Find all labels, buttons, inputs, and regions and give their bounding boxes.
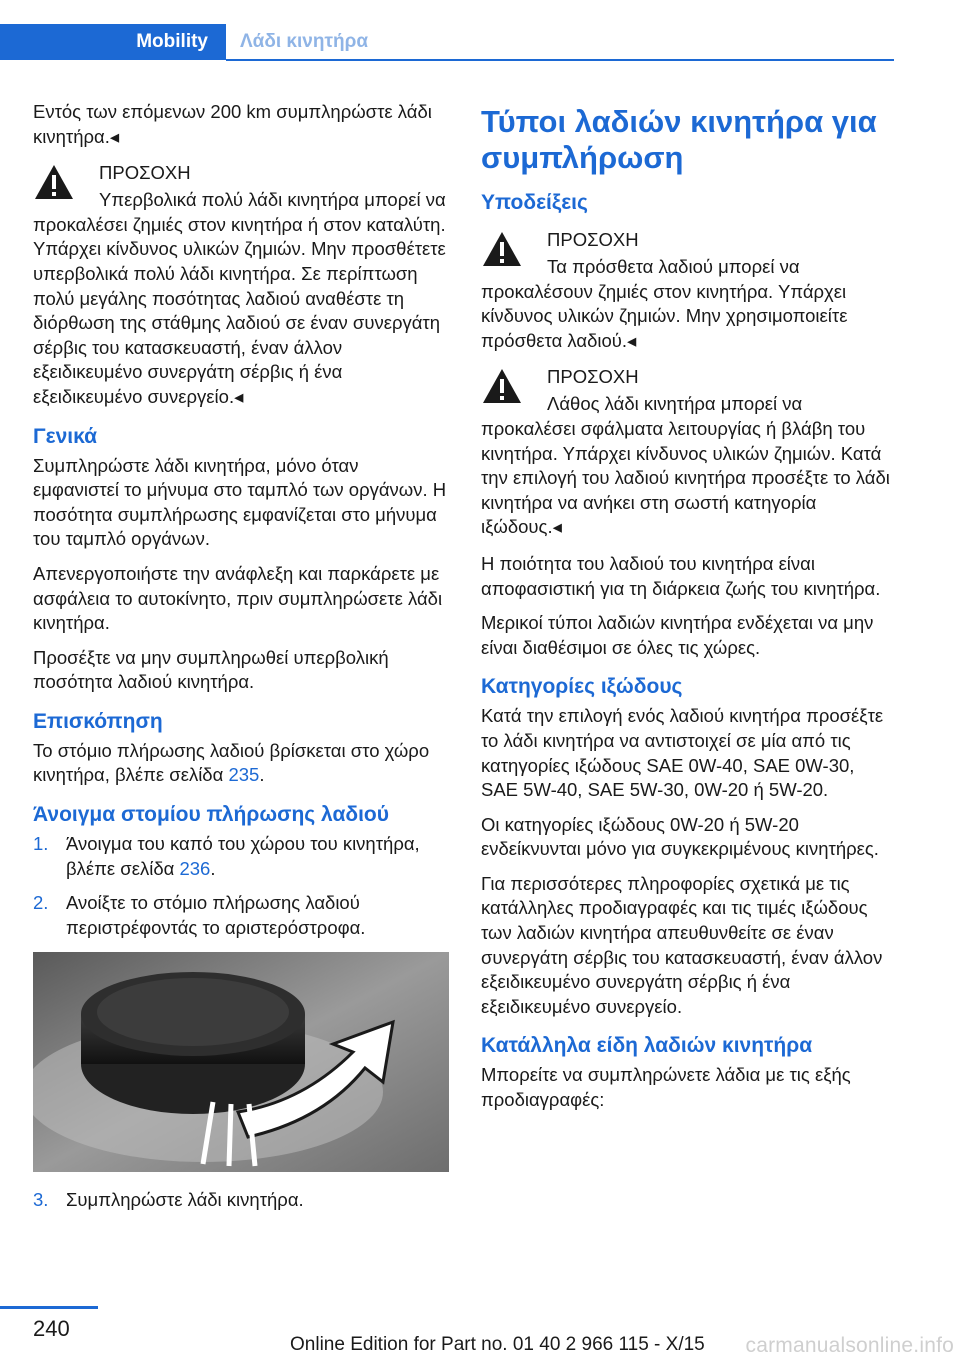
tab-section-engine-oil: Λάδι κινητήρα — [240, 31, 368, 52]
warning-title: ΠΡΟΣΟΧΗ — [547, 366, 639, 388]
warning-block-additives — [481, 228, 895, 353]
tab-mobility: Mobility — [0, 24, 226, 60]
step-text-body: Άνοιγμα του καπό του χώρου του κινητήρα, βλέπε σελίδα — [66, 833, 420, 879]
step-text: Ανοίξτε το στόμιο πλήρωσης λαδιού περιστρέφοντάς το αριστερόστροφα. — [66, 892, 366, 938]
intro-text: Εντός των επόμενων 200 km συμπληρώστε λάδι κινητήρα.◂ — [33, 101, 432, 147]
suitable-oils-heading: Κατάλληλα είδη λαδιών κινητήρα — [481, 1034, 813, 1058]
page-header — [0, 0, 960, 64]
quality-paragraph: Η ποιότητα του λαδιού του κινητήρα είναι αποφασιστική για τη διάρκεια ζωής του κινητήρα. — [481, 552, 881, 599]
availability-paragraph: Μερικοί τύποι λαδιών κινητήρα ενδέχεται να μην είναι διαθέσιμοι σε όλες τις χώρες. — [481, 612, 874, 658]
step-text: Συμπληρώστε λάδι κινητήρα. — [66, 1189, 304, 1211]
warning-block-overfill — [33, 161, 449, 409]
suitable-oils-paragraph: Μπορείτε να συμπληρώνετε λάδια με τις εξής προδιαγραφές: — [481, 1064, 851, 1111]
viscosity-paragraph-1: Κατά την επιλογή ενός λαδιού κινητήρα προσέξτε το λάδι κινητήρα να αντιστοιχεί σε μία από τις κατηγορίες ιξώδους SAE 0W-40, SAE 0W-30, SAE 5W-40, SAE 5W-30, 0W-20 ή 5W-20. — [481, 705, 884, 801]
warning-title: ΠΡΟΣΟΧΗ — [547, 229, 639, 250]
section-title: Τύποι λαδιών κινητήρα για συμπλήρωση — [481, 104, 877, 175]
steps-list-continued — [33, 1188, 449, 1213]
header-rule — [226, 59, 894, 61]
notes-heading: Υποδείξεις — [481, 191, 588, 214]
warning-text: Λάθος λάδι κινητήρα μπορεί να προκαλέσει σφάλματα λειτουργίας ή βλάβη του κινητήρα. Υπάρχει κίνδυνος υλικών ζημιών. Κατά την επιλογή του λαδιού κινητήρα προσέξτε το λάδι κινητήρα να ανήκει στη σωστή κατηγορία ιξώδους.◂ — [481, 393, 890, 538]
step-item — [33, 891, 449, 940]
page-link-236[interactable]: 236 — [179, 857, 211, 879]
left-column — [33, 100, 449, 1223]
overview-heading: Επισκόπηση — [33, 709, 163, 733]
footer-rule — [0, 1306, 98, 1309]
step-number: 2. — [33, 892, 49, 914]
warning-text: Υπερβολικά πολύ λάδι κινητήρα μπορεί να προκαλέσει ζημιές στον κινητήρα ή στον καταλύτη. Υπάρχει κίνδυνος υλικών ζημιών. Μην προσθέτετε υπερβολικά πολύ λάδι κινητήρα. Σε περίπτωση πολύ μεγάλης ποσότητας λαδιού αναθέστε τη διόρθωση της στάθμης λαδιού σε έναν συνεργάτη σέρβις του κατασκευαστή, έναν άλλον εξειδικευμένο συνεργάτη σέρβις ή ένα εξειδικευμένο συνεργείο.◂ — [33, 189, 446, 407]
viscosity-heading: Κατηγορίες ιξώδους — [481, 675, 683, 699]
warning-title: ΠΡΟΣΟΧΗ — [99, 162, 191, 184]
step-text — [66, 832, 449, 881]
general-heading: Γενικά — [33, 424, 98, 448]
watermark: carmanualsonline.info — [745, 1334, 954, 1357]
warning-triangle-icon — [33, 163, 75, 201]
page-link-235[interactable]: 235 — [228, 764, 260, 786]
edition-text: Online Edition for Part no. 01 40 2 966 115 - X/15 — [290, 1334, 705, 1355]
right-column — [481, 100, 895, 1123]
oil-filler-cap-photo — [33, 952, 449, 1172]
overview-end: . — [259, 764, 265, 786]
viscosity-paragraph-3: Για περισσότερες πληροφορίες σχετικά με τις κατάλληλες προδιαγραφές και τις τιμές ιξώδους των λαδιών κινητήρα απευθυνθείτε σε έναν συνεργάτη σέρβις του κατασκευαστή, έναν άλλον εξειδικευμένο συνεργάτη σέρβις ή ένα εξειδικευμένο συνεργείο. — [481, 872, 883, 1017]
warning-block-wrong-oil — [481, 365, 895, 540]
step-number: 1. — [33, 833, 49, 855]
overview-paragraph — [33, 739, 449, 788]
step-item — [33, 1188, 449, 1213]
page-number: 240 — [33, 1316, 70, 1341]
step-text-end: . — [210, 857, 216, 879]
step-number: 3. — [33, 1189, 49, 1211]
overview-text: Το στόμιο πλήρωσης λαδιού βρίσκεται στο χώρο κινητήρα, βλέπε σελίδα — [33, 739, 430, 786]
warning-triangle-icon — [481, 230, 523, 268]
general-paragraph-2: Απενεργοποιήστε την ανάφλεξη και παρκάρετε με ασφάλεια το αυτοκίνητο, πριν συμπληρώσετε λάδι κινητήρα. — [33, 562, 443, 634]
general-paragraph-1: Συμπληρώστε λάδι κινητήρα, μόνο όταν εμφανιστεί το μήνυμα στο ταμπλό των οργάνων. Η ποσότητα συμπλήρωσης εμφανίζεται στο μήνυμα του ταμπλό οργάνων. — [33, 454, 447, 550]
step-item — [33, 832, 449, 881]
warning-triangle-icon — [481, 367, 523, 405]
viscosity-paragraph-2: Οι κατηγορίες ιξώδους 0W-20 ή 5W-20 ενδείκνυνται μόνο για συγκεκριμένους κινητήρες. — [481, 813, 879, 860]
opening-heading: Άνοιγμα στομίου πλήρωσης λαδιού — [33, 803, 389, 827]
general-paragraph-3: Προσέξτε να μην συμπληρωθεί υπερβολική ποσότητα λαδιού κινητήρα. — [33, 646, 389, 693]
warning-text: Τα πρόσθετα λαδιού μπορεί να προκαλέσουν ζημιές στον κινητήρα. Υπάρχει κίνδυνος υλικών ζημιών. Μην χρησιμοποιείτε πρόσθετα λαδιού.◂ — [481, 256, 848, 351]
steps-list — [33, 832, 449, 940]
